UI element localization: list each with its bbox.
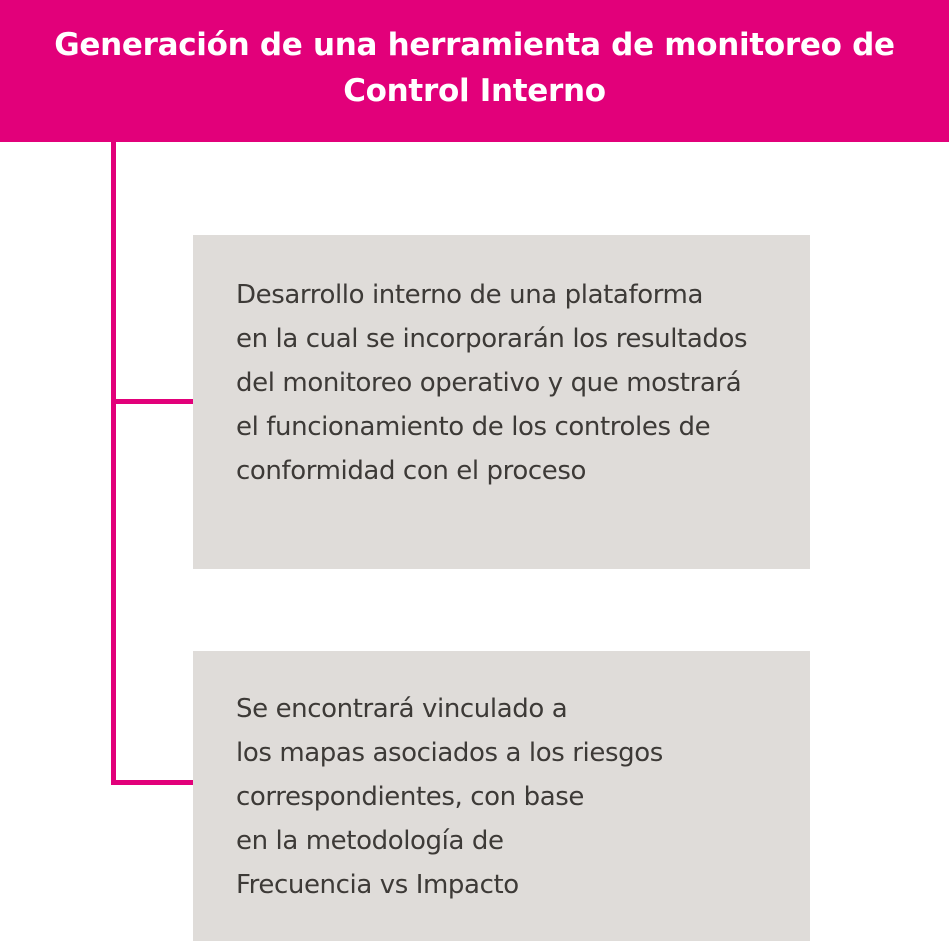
description-box-risk-maps [193, 651, 810, 941]
diagram-title: Generación de una herramienta de monitoreo de Control Interno [54, 27, 895, 109]
connector-branch-2 [111, 780, 194, 785]
description-box-platform [193, 235, 810, 569]
connector-trunk-line [111, 142, 116, 785]
description-text-platform: Desarrollo interno de una plataforma en la cual se incorporarán los resultados del monitoreo operativo y que mostrará el funcionamiento de los controles de conformidad con el proceso [236, 280, 748, 486]
connector-branch-1 [111, 399, 194, 404]
description-text-risk-maps: Se encontrará vinculado a los mapas asociados a los riesgos correspondientes, con base en la metodología de Frecuencia vs Impacto [236, 694, 663, 900]
diagram-header [0, 0, 949, 142]
